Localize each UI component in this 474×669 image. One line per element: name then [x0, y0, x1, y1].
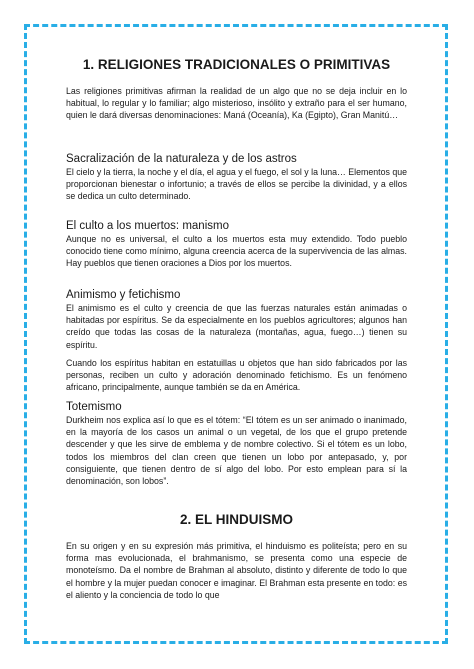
animism-heading: Animismo y fetichismo [66, 289, 181, 301]
dead-heading: El culto a los muertos: manismo [66, 220, 229, 232]
fetish-paragraph: Cuando los espíritus habitan en estatuillas u objetos que han sido fabricados por las personas, reciben un culto y adoración denominado fetichismo. Es un fenómeno africano, principalmente, aunque también se da en América. [66, 358, 407, 393]
animism-paragraph: El animismo es el culto y creencia de que las fuerzas naturales están animadas o habitadas por espíritus. Se da especialmente en los pueblos agricultores; algunos han creído que todas las cosas de la naturaleza (montañas, agua, fuego…) tienen su espíritu. [66, 303, 407, 350]
dead-paragraph: Aunque no es universal, el culto a los muertos esta muy extendido. Todo pueblo conocido tiene como mínimo, alguna creencia acerca de la supervivencia de las almas. Hay pueblos que tienen oraciones a Dios por los muertos. [66, 234, 407, 269]
hinduism-paragraph: En su origen y en su expresión más primitiva, el hinduismo es politeísta; pero en su forma mas evolucionada, el brahmanismo, se presenta como una especie de monoteísmo. Da el nombre de Brahman al absoluto, distinto y diferente de todo lo que el hombre y la mujer puedan conocer e imaginar. El Brahman esta presente en todo: es el aliento y la conciencia de todo lo que [66, 541, 407, 600]
section-2-title: 2. EL HINDUISMO [179, 512, 294, 527]
section-1-title: 1. RELIGIONES TRADICIONALES O PRIMITIVAS [82, 57, 391, 72]
nature-paragraph: El cielo y la tierra, la noche y el día, el agua y el fuego, el sol y la luna… Elementos que proporcionan bienestar o infortunio; a través de ellos se percibe la divinidad, y a ellos se dedica un culto determinado. [66, 167, 407, 202]
totem-heading: Totemismo [66, 401, 122, 413]
nature-heading: Sacralización de la naturaleza y de los astros [66, 153, 297, 165]
totem-paragraph: Durkheim nos explica así lo que es el tótem: “El tótem es un ser animado o inanimado, en la mayoría de los casos un animal o un vegetal, de los que el grupo pretende descender y que les sirve de emblema y de nombre colectivo. Si el tótem es un lobo, todos los miembros del clan creen que tienen un lobo por antepasado, y, por consiguiente, que tienen dentro de sí algo del lobo. Por esto emplean para sí la denominación, son lobos”. [66, 415, 407, 487]
intro-paragraph: Las religiones primitivas afirman la realidad de un algo que no se deja incluir en lo habitual, lo regular y lo familiar; algo misterioso, insólito y extraño para el ser humano, quien le dará diversas denominaciones: Maná (Oceanía), Ka (Egipto), Gran Manitú… [66, 86, 407, 121]
